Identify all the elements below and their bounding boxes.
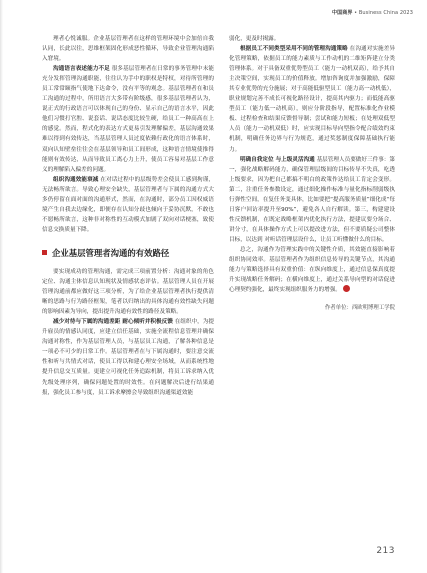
paragraph: 弱化，更及时揭露。	[229, 36, 280, 42]
paragraph: 沟通语言表述能力不足 很多基层管理者在日常的事务管理中未能充分发挥管理沟通职能，往往认为手中的职权是特权，对待所管理的员工常常颐指气使地下达命令，没有平等的观念。基层管理者在和员工沟通的过程中，所用语言大多带有阶级感，很多基层管理者认为，说正式的行政语言可以体现自己的身份、显示自己的语言水平，因此他们习惯打官腔、说套话、说话态度比较生硬，给员工一种高高在上的感觉。然而，程式化的表达方式更易引发理解偏差，基层沟通效果难以得到有效传达，当基层管理人员过度依赖行政化的语言体系时，双向认知壁垒往往会在基层领导和员工间形成，这种语言情境使推得能则有效传达，从而导致员工离心力上升，使员工容易对基层工作意义的理解陷入偏差的问题。	[42, 66, 214, 173]
author-affiliation: 作者单位：西欧明博理工学院	[324, 305, 395, 312]
section-bullet-icon	[42, 250, 47, 255]
right-column	[229, 34, 395, 313]
paragraph-heading: 组织沟通效能衰减	[53, 176, 99, 183]
left-column	[42, 34, 214, 398]
paragraph: 明确自我定位 与上级灵活沟通 基层管理人员要做好三件事：第一，强化战略解码能力，确保管理层级间的目标传导不失真，吃透上级要求，因为把自己都搞不明白的政策作达给员工肯定会变形。第二，注重任务参数设定，通过细化操作标准与量化指标削弱级执行弹性空间，在复任务变具体，比如要把“提高服务质量”细化成“每日客户回访率提升至90%”，避免各人自行解读。第三，构建建设性反馈机制，在既定战略框架内优化执行方法，提建议要分场合、讲分寸，在具体操作方式上可以提改进方法，但不要质疑公司整体目标，以达到 对听话管理层设什么，让员工听懂做什么的目标。	[229, 156, 395, 243]
paragraph: 总之，沟通作为管理实践中的关键性介质，其效能直接影响着组织协同效率。基层管理者作为组织信息传导的关键节点，其沟通能力与策略选择具有双重价值：在纵向维度上，通过信息保真度提升实现战略任务解码；在横向维度上，通过关系导向型的对话促进心理契约强化，最终实现组织服务力的增强。	[229, 246, 395, 294]
paragraph: 理者心悦诚服。企业基层管理者在这样的管理环境中会加倍自我认同，长此以往，思维框架固化形成恶性循环，导致企业管理沟通陷入窘境。	[42, 36, 214, 63]
paragraph: 减少对待与下属的沟通差距 耐心倾听并积极反馈 在组织中，为提升雇员的情感认同度，应建立信任基础，实施全流程信息管理并确保沟通对称性，作为基层管理人员，与基层员工沟通，了解各种信息是一项必不可少的日常工作。基层管理者在与下属沟通时，要注意交流性和听与共情式对话，使员工得以和建心理安全场域，从而系统性地提升信息交互质量。更建立可视化任务追踪机制，将员工诉求纳入优先级处理序列，确保问题处置的时效性。在问题解决后进行结果通报，强化员工参与度，员工诉求摩擦会导致组织沟通渠道效能	[42, 319, 215, 396]
page-number: 213	[376, 546, 395, 556]
magazine-name: 中国商界	[332, 10, 353, 16]
paragraph-heading: 沟通语言表述能力不足	[53, 66, 110, 73]
paragraph-heading: 根据员工不同类型采用不同的管理沟通策略	[240, 46, 348, 53]
page-fold-shadow	[0, 0, 3, 573]
paragraph: 组织沟通效能衰减 在对话过程中的层级势差会使员工感到拘谨，无法畅所欲言。导致心理安全缺失，基层管理者与下属的沟通方式大多仍停留在面对面的沟通形式，然而，在沟通时，部分员工因权威语境产生自我去边缘化，即便存在认知分歧也倾向于妥协沉默，不敢也不愿畅所欲言，这种非对称性的互动模式加剧了双向对话梗塞，致使信息交换质量下降。	[42, 176, 214, 233]
magazine-subtitle: • Business China 2023	[354, 10, 413, 16]
paragraph-heading: 明确自我定位 与上级灵活沟通	[240, 156, 315, 163]
section-title: 企业基层管理者沟通的有效路径	[42, 248, 214, 258]
paragraph: 要实现成功的管理沟通，需完成三项前置分析：沟通对象的角色定位、沟通主体信息认知现状及情感状态评估。基层管理人员在开展管理沟通前都应做好这三项分析，为了给企业基层管理者执行提供清晰的思路与行为路径框架，笔者以归纳出的具体沟通有效性缺失问题的影响因素为导向，提出提升沟通有效性的路径及策略。	[42, 268, 214, 316]
paragraph: 根据员工不同类型采用不同的管理沟通策略 在沟通对实施差异化管理策略，依据员工的能力素质与工作动机的二维矩阵建立分类管理体系。对于具备双重优势型员工（能力一动机双高），给予其自主决策空间，实现员工的价值释放。增加咨询度并加强激励，保障其专业优势的充分施展；对于高能低驱型员工（能力高一动机低），职业规划完善不成长可视化路径设计，提高其内驱力；而低能高驱型员工（能力低一动机高），则应分阶段指导，配置标准化作业模板、过程检查和结果反馈督导制；尝试和能力短板；在处理双低型人员（能力一动机双低）时，应实现目标导向型指令配合绩效约束机制，明确任务边界与行为规范，通过奖惩制度保障基础执行能力。	[229, 46, 395, 153]
paragraph-heading: 减少对待与下属的沟通差距 耐心倾听并积极反馈	[53, 319, 173, 326]
running-header	[332, 9, 413, 16]
article-end-icon	[343, 285, 350, 292]
